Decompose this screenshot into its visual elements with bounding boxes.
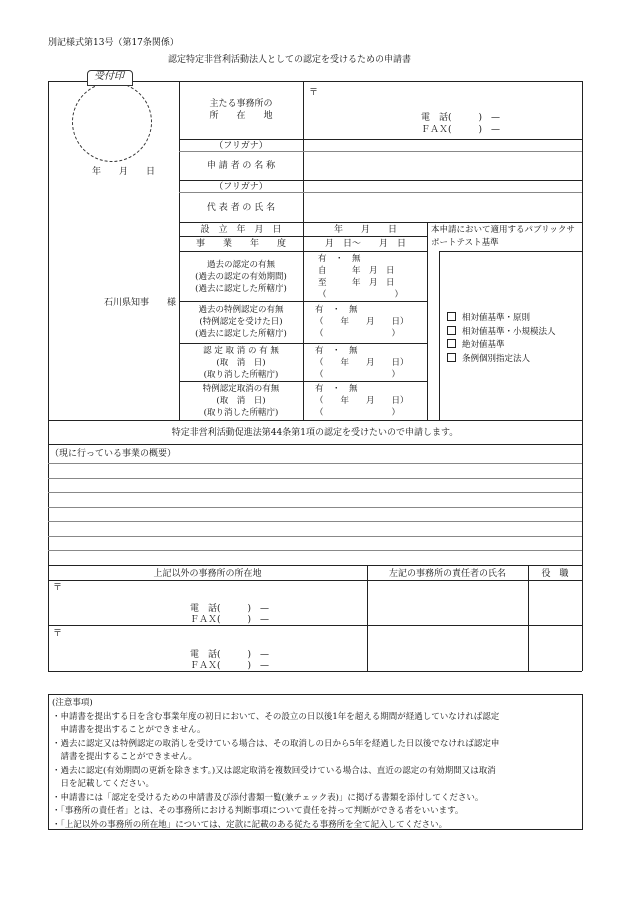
furigana-label: （フリガナ）: [214, 141, 268, 151]
stamp-label: 受付印: [94, 71, 124, 82]
pst-option[interactable]: 絶対値基準: [447, 339, 579, 353]
reception-stamp-area: [72, 82, 152, 162]
past-special-label: 過去の特例認定の有無 (特例認定を受けた日) (過去に認定した所轄庁): [195, 305, 287, 339]
note-line: ・申請書には「認定を受けるための申請書及び添付書類一覧(兼チェック表)」に掲げる書類を添付してください。: [52, 792, 484, 803]
checkbox-icon: [447, 312, 456, 321]
checkbox-icon: [447, 353, 456, 362]
main-office-label: 主たる事務所の 所 在 地: [209, 99, 273, 121]
established-label: 設 立 年 月 日: [200, 225, 282, 235]
note-line: ・「事務所の責任者」とは、その事務所における判断事項について責任を持って判断ができる者をいいます。: [52, 806, 464, 816]
fiscal-year-label: 事 業 年 度: [195, 239, 286, 249]
furigana-label: （フリガナ）: [214, 182, 268, 192]
applicant-name-field[interactable]: [304, 152, 581, 179]
pst-label: 本申請において適用するパブリックサポートテスト基準: [431, 225, 575, 248]
established-field[interactable]: 年 月 日: [333, 225, 397, 235]
note-line: ・申請書を提出する日を含む事業年度の初日において、その設立の日以後1年を超える期間が経過していなければ認定: [52, 711, 500, 722]
special-revoke-label: 特例認定取消の有無 (取 消 日) (取り消した所轄庁): [202, 384, 280, 418]
notes-title: (注意事項): [52, 698, 93, 708]
fiscal-year-field[interactable]: 月 日～ 月 日: [324, 239, 406, 249]
date-field[interactable]: 年 月 日: [92, 167, 156, 177]
addressee: 石川県知事 様: [104, 298, 177, 308]
checkbox-icon: [447, 339, 456, 348]
notes: [52, 697, 580, 832]
fax-field[interactable]: ＦＡＸ( ) —: [190, 661, 270, 671]
pst-options: [447, 312, 579, 366]
other-office-header: 上記以外の事務所の所在地: [153, 569, 262, 579]
fax-field[interactable]: ＦＡＸ( ) —: [190, 615, 270, 625]
phone-field[interactable]: 電 話( ) —: [190, 604, 270, 614]
form-number: 別記様式第13号（第17条関係）: [48, 38, 179, 48]
past-cert-field[interactable]: 有 ・ 無 自 年 月 日 至 年 月 日 （ ）: [318, 254, 404, 300]
position-header: 役 職: [541, 569, 569, 579]
past-special-field[interactable]: 有 ・ 無 （ 年 月 日） （ ）: [315, 305, 409, 339]
representative-label: 代 表 者 の 氏 名: [206, 203, 276, 213]
pst-option[interactable]: 条例個別指定法人: [447, 353, 579, 367]
postal-mark: 〒: [53, 629, 63, 639]
note-line: ・「上記以外の事務所の所在地」については、定款に記載のある従たる事務所を全て記入してください。: [52, 819, 448, 830]
business-summary-label: （現に行っている事業の概要）: [50, 449, 177, 459]
responsible-header: 左記の事務所の責任者の氏名: [388, 569, 506, 579]
checkbox-icon: [447, 326, 456, 335]
special-revoke-field[interactable]: 有 ・ 無 （ 年 月 日） （ ）: [315, 384, 409, 418]
note-line: 申請書を提出することができません。: [52, 725, 206, 735]
fax-field[interactable]: ＦＡＸ( ) —: [421, 125, 501, 135]
note-line: 請書を提出することができません。: [52, 752, 198, 762]
postal-mark: 〒: [53, 583, 63, 593]
declaration-text: 特定非営利活動促進法第44条第1項の認定を受けたいので申請します。: [171, 428, 459, 438]
note-line: ・過去に認定(有効期間の更新を除きます。)又は認定取消を複数回受けている場合は、直近の認定の有効期間又は取消: [52, 765, 496, 776]
phone-field[interactable]: 電 話( ) —: [421, 113, 501, 123]
form-title: 認定特定非営利活動法人としての認定を受けるための申請書: [168, 55, 412, 65]
pst-option[interactable]: 相対値基準・原則: [447, 312, 579, 326]
phone-field[interactable]: 電 話( ) —: [190, 650, 270, 660]
applicant-name-label: 申 請 者 の 名 称: [206, 161, 276, 171]
postal-mark: 〒: [309, 88, 319, 98]
past-cert-label: 過去の認定の有無 (過去の認定の有効期間) (過去に認定した所轄庁): [195, 260, 287, 294]
revoke-field[interactable]: 有 ・ 無 （ 年 月 日） （ ）: [315, 346, 409, 380]
revoke-label: 認 定 取 消 の 有 無 (取 消 日) (取り消した所轄庁): [203, 346, 279, 380]
note-line: 日を記載してください。: [52, 779, 155, 789]
representative-field[interactable]: [304, 193, 581, 221]
pst-option[interactable]: 相対値基準・小規模法人: [447, 326, 579, 340]
note-line: ・過去に認定又は特例認定の取消しを受けている場合は、その取消しの日から5年を経過した日以後でなければ認定申: [52, 738, 500, 749]
